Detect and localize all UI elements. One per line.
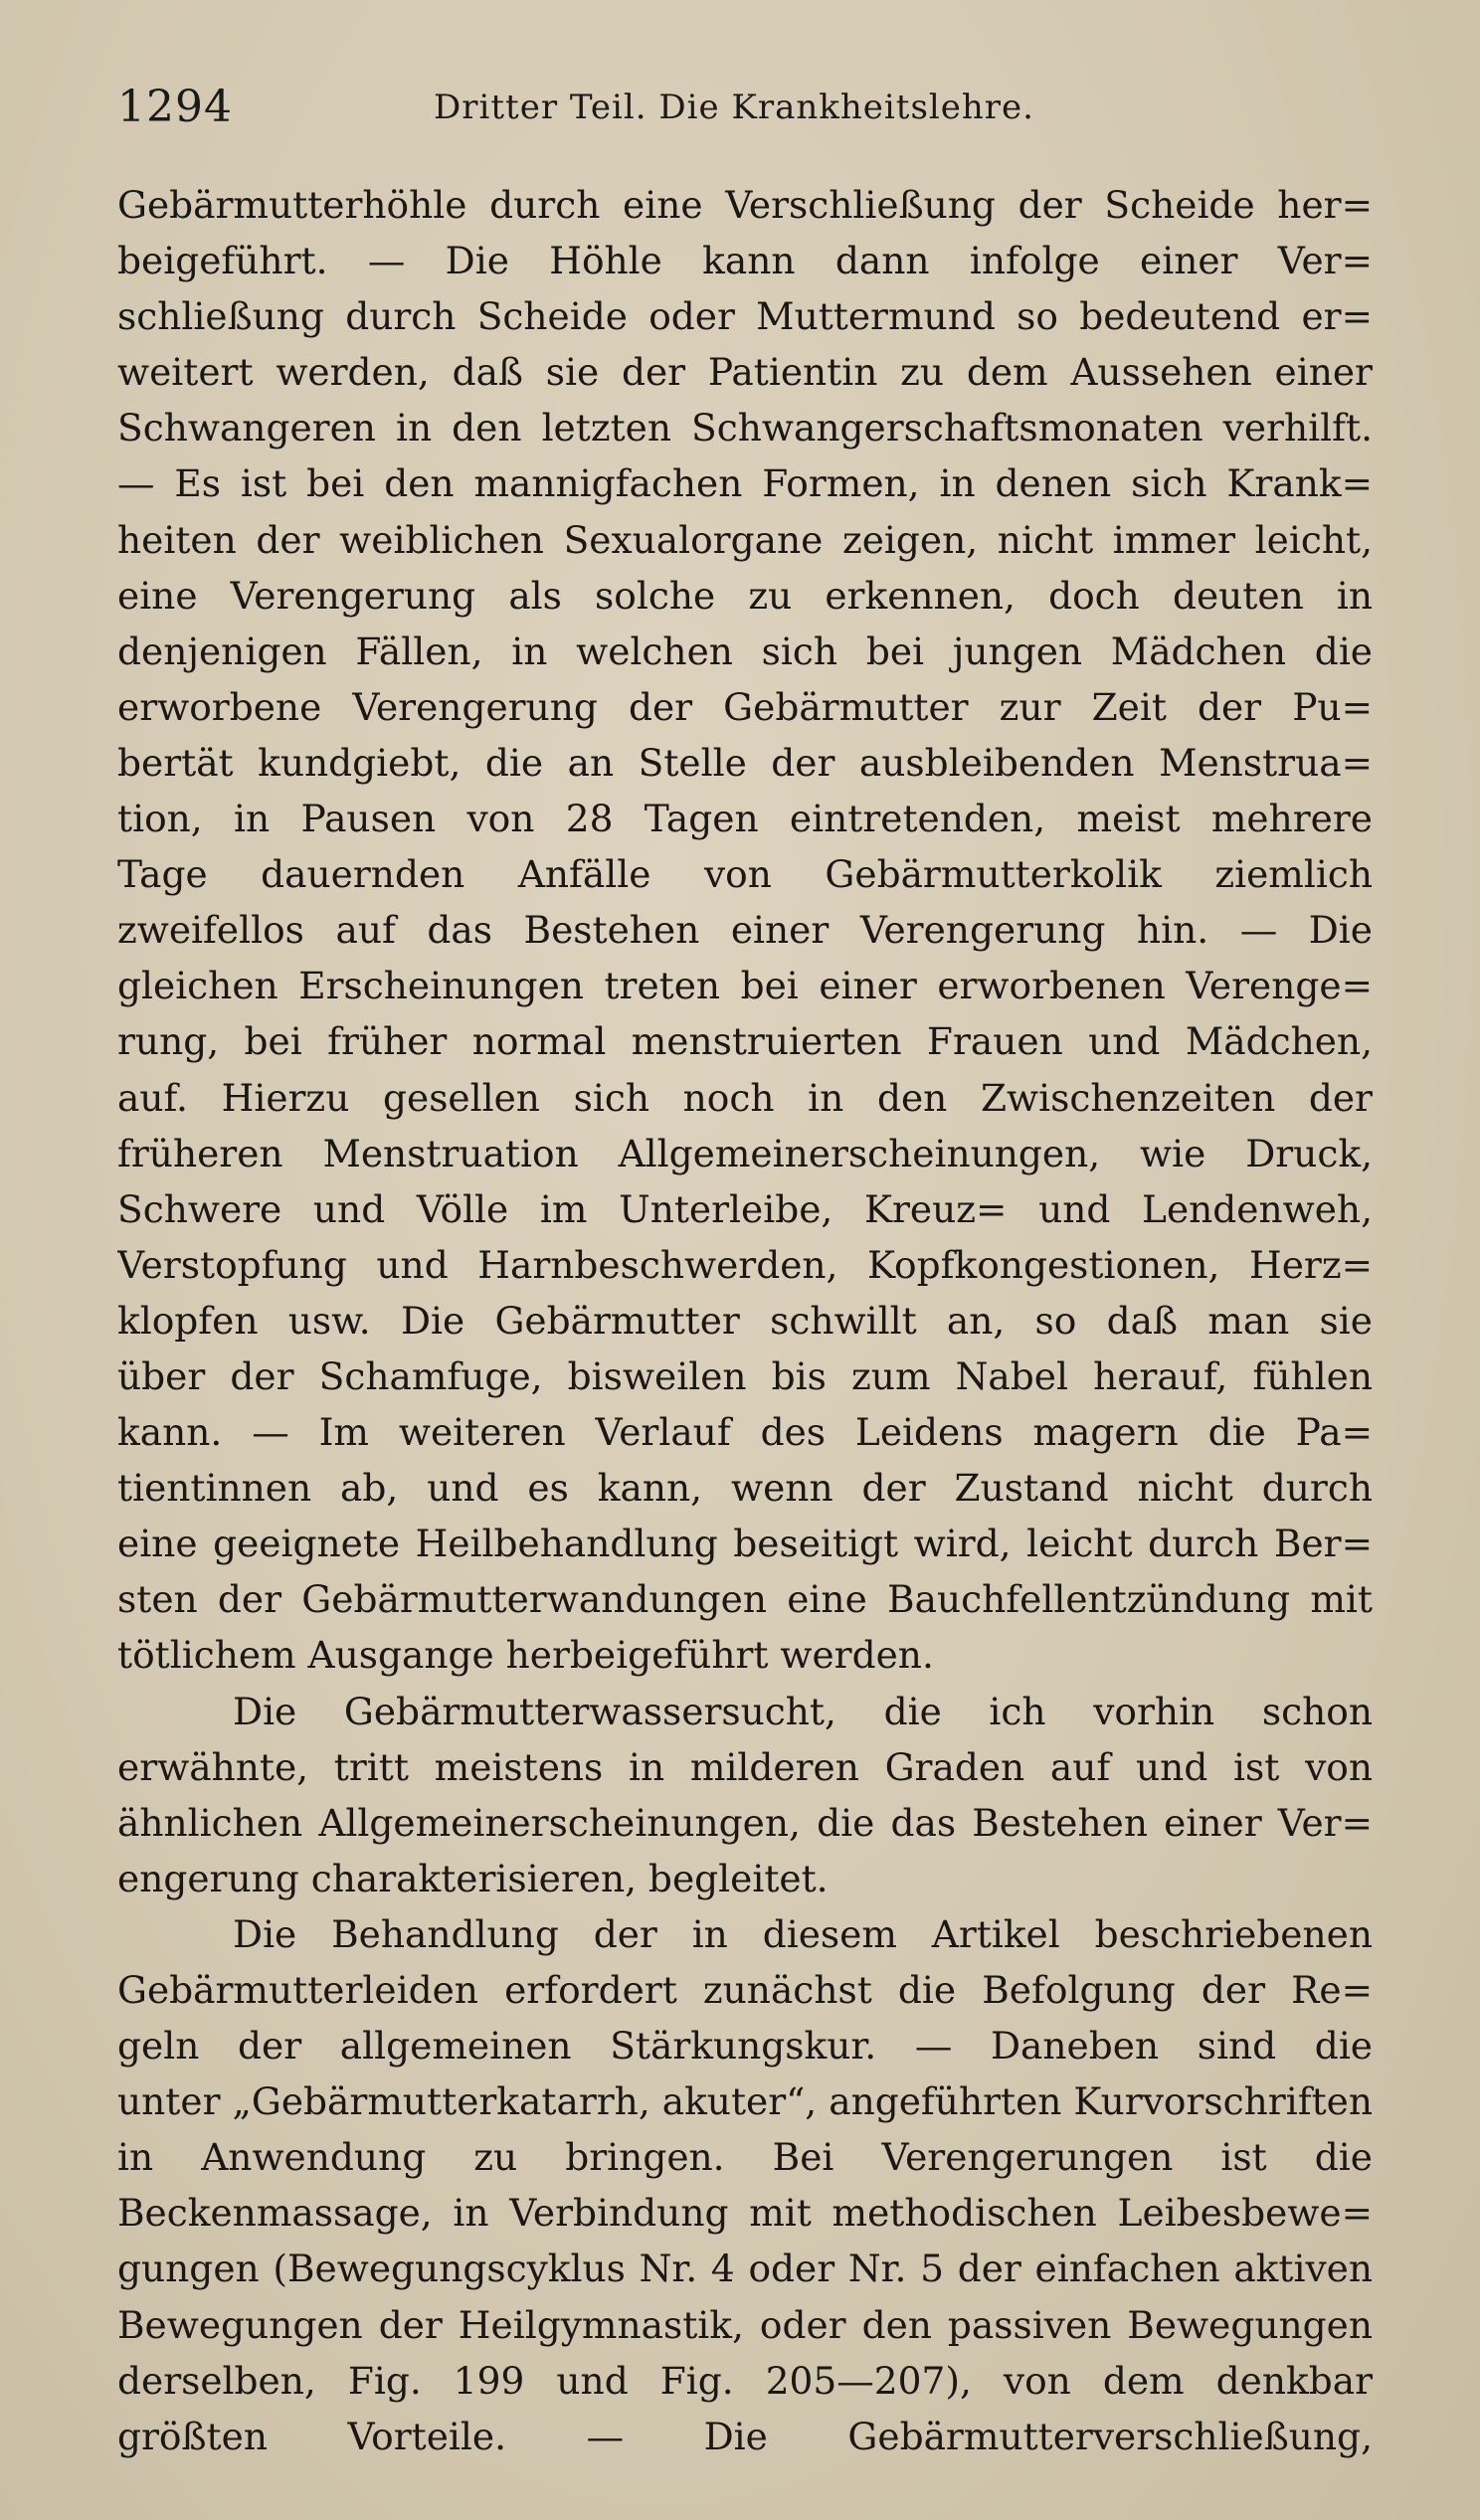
text-line: rung, bei früher normal menstruierten Frauen und Mädchen, bbox=[117, 1019, 1373, 1064]
text-line: klopfen usw. Die Gebärmutter schwillt an, so daß man sie bbox=[117, 1298, 1373, 1343]
text-line: weitert werden, daß sie der Patientin zu dem Aussehen einer bbox=[117, 350, 1373, 395]
text-line: größten Vorteile. — Die Gebärmutterverschließung, bbox=[117, 2414, 1373, 2458]
text-line: schließung durch Scheide oder Muttermund so bedeutend er= bbox=[117, 294, 1373, 339]
text-line: tion, in Pausen von 28 Tagen eintretenden, meist mehrere bbox=[117, 797, 1373, 841]
text-line: Tage dauernden Anfälle von Gebärmutterkolik ziemlich bbox=[117, 852, 1373, 897]
text-line: — Es ist bei den mannigfachen Formen, in denen sich Krank= bbox=[117, 461, 1373, 506]
text-line: tientinnen ab, und es kann, wenn der Zustand nicht durch bbox=[117, 1466, 1373, 1511]
page-header bbox=[117, 82, 1371, 141]
text-line: bertät kundgiebt, die an Stelle der ausbleibenden Menstrua= bbox=[117, 740, 1373, 785]
paragraph-first-line: Die Behandlung der in diesem Artikel beschriebenen bbox=[233, 1911, 1373, 1956]
text-line: derselben, Fig. 199 und Fig. 205—207), von dem denkbar bbox=[117, 2358, 1373, 2403]
text-line: zweifellos auf das Bestehen einer Verengerung hin. — Die bbox=[117, 908, 1373, 953]
text-line: Beckenmassage, in Verbindung mit methodischen Leibesbewe= bbox=[117, 2191, 1373, 2236]
paragraph-first-line: Die Gebärmutterwassersucht, die ich vorhin schon bbox=[233, 1689, 1373, 1733]
text-line: erwähnte, tritt meistens in milderen Graden auf und ist von bbox=[117, 1744, 1373, 1789]
text-line: beigeführt. — Die Höhle kann dann infolge einer Ver= bbox=[117, 239, 1373, 283]
text-line: Schwere und Völle im Unterleibe, Kreuz= und Lendenweh, bbox=[117, 1186, 1373, 1231]
body-text bbox=[117, 177, 1373, 2464]
running-head: Dritter Teil. Die Krankheitslehre. bbox=[434, 88, 1034, 127]
page-number: 1294 bbox=[117, 82, 233, 132]
text-line: früheren Menstruation Allgemeinerscheinungen, wie Druck, bbox=[117, 1131, 1373, 1175]
text-line: ähnlichen Allgemeinerscheinungen, die das Bestehen einer Ver= bbox=[117, 1800, 1373, 1845]
paragraph-last-line: tötlichem Ausgange herbeigeführt werden. bbox=[117, 1633, 934, 1678]
text-line: Schwangeren in den letzten Schwangerschaftsmonaten verhilft. bbox=[117, 406, 1373, 450]
text-line: kann. — Im weiteren Verlauf des Leidens magern die Pa= bbox=[117, 1410, 1373, 1455]
text-line: heiten der weiblichen Sexualorgane zeigen, nicht immer leicht, bbox=[117, 517, 1373, 562]
paragraph-last-line: engerung charakterisieren, begleitet. bbox=[117, 1856, 829, 1900]
text-line: eine geeignete Heilbehandlung beseitigt wird, leicht durch Ber= bbox=[117, 1522, 1373, 1566]
text-line: unter „Gebärmutterkatarrh, akuter“, angeführten Kurvorschriften bbox=[117, 2079, 1373, 2124]
text-line: in Anwendung zu bringen. Bei Verengerungen ist die bbox=[117, 2135, 1373, 2180]
text-line: Gebärmutterleiden erfordert zunächst die Befolgung der Re= bbox=[117, 1968, 1373, 2012]
text-line: denjenigen Fällen, in welchen sich bei jungen Mädchen die bbox=[117, 629, 1373, 673]
text-line: über der Schamfuge, bisweilen bis zum Nabel herauf, fühlen bbox=[117, 1353, 1373, 1398]
text-line: Bewegungen der Heilgymnastik, oder den passiven Bewegungen bbox=[117, 2302, 1373, 2347]
text-line: sten der Gebärmutterwandungen eine Bauchfellentzündung mit bbox=[117, 1577, 1373, 1622]
text-line: gleichen Erscheinungen treten bei einer erworbenen Verenge= bbox=[117, 964, 1373, 1008]
text-line: auf. Hierzu gesellen sich noch in den Zwischenzeiten der bbox=[117, 1075, 1373, 1120]
text-line: geln der allgemeinen Stärkungskur. — Daneben sind die bbox=[117, 2024, 1373, 2069]
text-line: Gebärmutterhöhle durch eine Verschließung der Scheide her= bbox=[117, 183, 1373, 227]
text-line: erworbene Verengerung der Gebärmutter zur Zeit der Pu= bbox=[117, 684, 1373, 729]
text-line: gungen (Bewegungscyklus Nr. 4 oder Nr. 5 der einfachen aktiven bbox=[117, 2247, 1373, 2291]
text-line: eine Verengerung als solche zu erkennen, doch deuten in bbox=[117, 573, 1373, 618]
text-line: Verstopfung und Harnbeschwerden, Kopfkongestionen, Herz= bbox=[117, 1242, 1373, 1287]
